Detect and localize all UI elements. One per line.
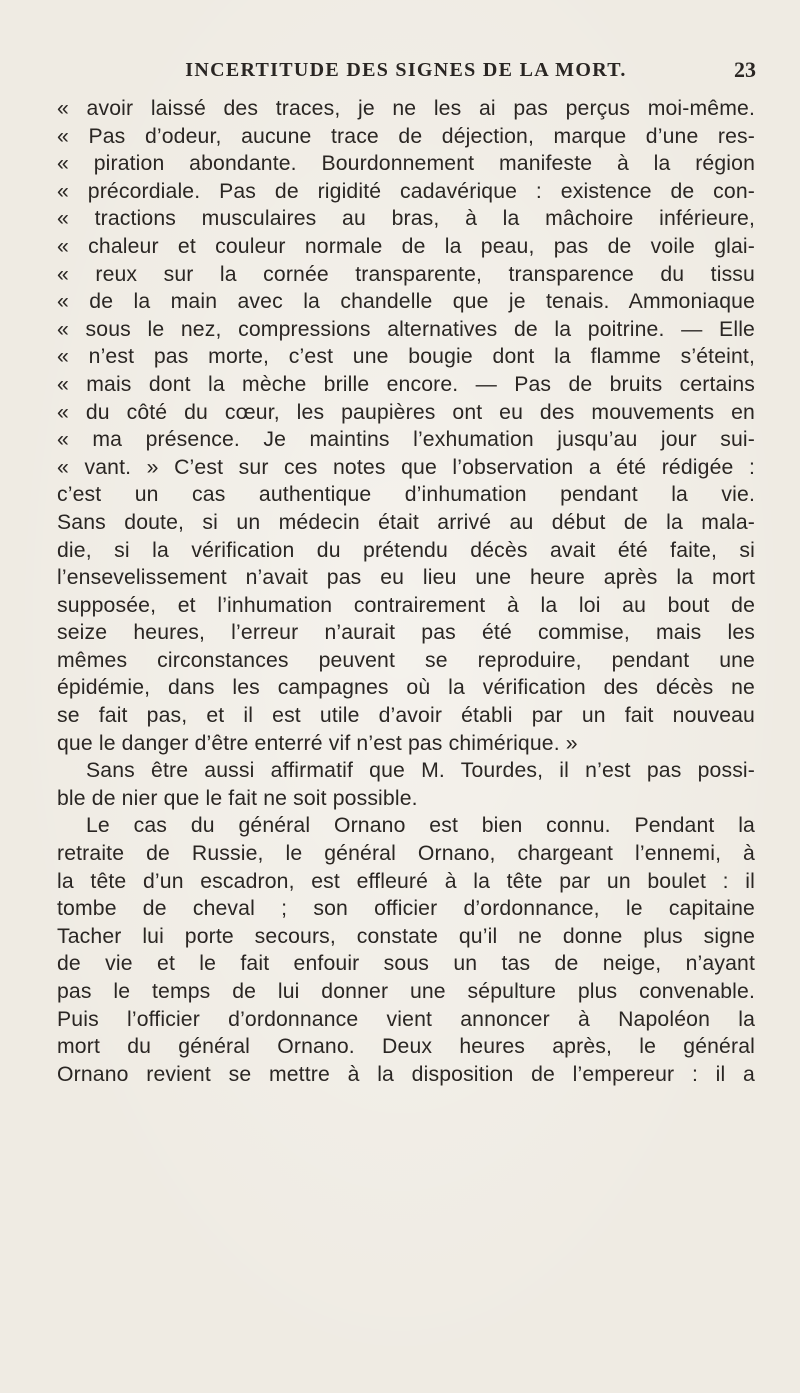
text-line: Tacher lui porte secours, constate qu’il ne donne plus signe: [57, 924, 755, 948]
text-line: « piration abondante. Bourdonnement manifeste à la région: [57, 152, 755, 176]
text-line: Sans doute, si un médecin était arrivé au début de la mala-: [57, 510, 755, 534]
text-line: die, si la vérification du prétendu décès avait été faite, si: [57, 538, 755, 562]
text-line: « précordiale. Pas de rigidité cadavérique : existence de con-: [57, 179, 755, 203]
text-line: « ma présence. Je maintins l’exhumation jusqu’au jour sui-: [57, 428, 755, 452]
text-line: « avoir laissé des traces, je ne les ai pas perçus moi-même.: [57, 97, 755, 120]
text-line: « vant. » C’est sur ces notes que l’observation a été rédigée :: [57, 455, 755, 479]
text-line: tombe de cheval ; son officier d’ordonnance, le capitaine: [57, 897, 755, 921]
text-line: de vie et le fait enfouir sous un tas de neige, n’ayant: [57, 952, 755, 976]
text-line: c’est un cas authentique d’inhumation pendant la vie.: [57, 483, 755, 507]
text-line: Puis l’officier d’ordonnance vient annoncer à Napoléon la: [57, 1007, 755, 1031]
text-line: ble de nier que le fait ne soit possible.: [57, 786, 418, 810]
text-line: mêmes circonstances peuvent se reproduire, pendant une: [57, 648, 755, 672]
text-line: Ornano revient se mettre à la disposition de l’empereur : il a: [57, 1062, 755, 1086]
text-line: « de la main avec la chandelle que je tenais. Ammoniaque: [57, 290, 755, 314]
running-head: [56, 56, 756, 84]
text-line: « sous le nez, compressions alternatives de la poitrine. — Elle: [57, 317, 755, 341]
text-line: supposée, et l’inhumation contrairement à la loi au bout de: [57, 593, 755, 617]
text-line: Le cas du général Ornano est bien connu. Pendant la: [86, 814, 755, 838]
text-line: mort du général Ornano. Deux heures après, le général: [57, 1035, 755, 1059]
text-line: « n’est pas morte, c’est une bougie dont la flamme s’éteint,: [57, 345, 755, 369]
text-line: pas le temps de lui donner une sépulture plus convenable.: [57, 980, 755, 1003]
page-number: 23: [734, 57, 756, 82]
text-line: « reux sur la cornée transparente, transparence du tissu: [57, 262, 755, 286]
text-line: « tractions musculaires au bras, à la mâchoire inférieure,: [57, 207, 755, 231]
text-line: épidémie, dans les campagnes où la vérification des décès ne: [57, 676, 755, 700]
text-line: la tête d’un escadron, est effleuré à la tête par un boulet : il: [57, 869, 755, 893]
body-text: [57, 95, 755, 1088]
text-line: « chaleur et couleur normale de la peau, pas de voile glai-: [57, 234, 755, 258]
text-line: se fait pas, et il est utile d’avoir établi par un fait nouveau: [57, 704, 755, 728]
text-line: retraite de Russie, le général Ornano, chargeant l’ennemi, à: [57, 842, 755, 866]
text-line: « mais dont la mèche brille encore. — Pas de bruits certains: [57, 372, 755, 396]
text-line: « Pas d’odeur, aucune trace de déjection, marque d’une res-: [57, 124, 755, 148]
text-line: « du côté du cœur, les paupières ont eu des mouvements en: [57, 400, 755, 424]
text-line: seize heures, l’erreur n’aurait pas été commise, mais les: [57, 621, 755, 645]
text-line: l’ensevelissement n’avait pas eu lieu une heure après la mort: [57, 566, 755, 590]
text-line: que le danger d’être enterré vif n’est pas chimérique. »: [57, 731, 578, 755]
running-title: INCERTITUDE DES SIGNES DE LA MORT.: [185, 59, 627, 81]
text-line: Sans être aussi affirmatif que M. Tourdes, il n’est pas possi-: [86, 759, 755, 783]
